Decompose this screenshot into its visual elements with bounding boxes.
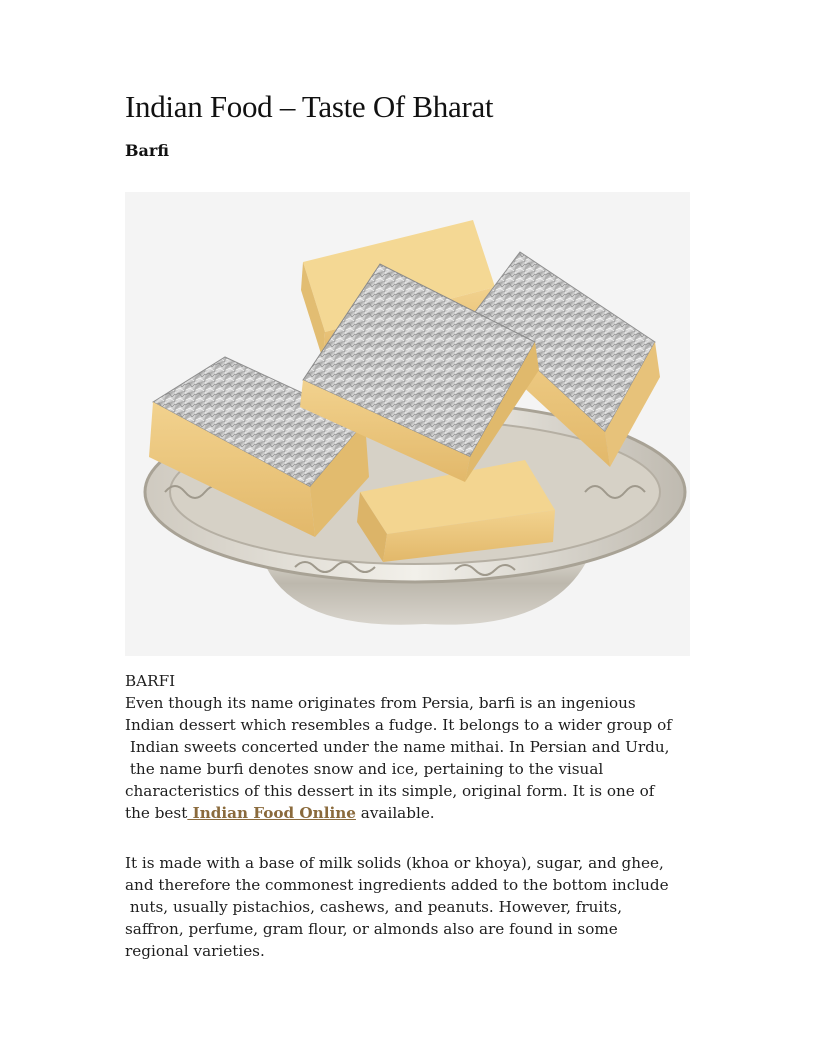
barfi-description: [125, 670, 700, 824]
text-fragment: available.: [355, 804, 435, 822]
text-line: saffron, perfume, gram flour, or almonds also are found in some: [125, 920, 618, 938]
text-line: nuts, usually pistachios, cashews, and peanuts. However, fruits,: [125, 898, 623, 916]
page-title: Indian Food – Taste Of Bharat: [125, 89, 494, 124]
text-line: It is made with a base of milk solids (khoa or khoya), sugar, and ghee,: [125, 854, 664, 872]
text-line-with-link: [125, 802, 700, 824]
barfi-photo: [125, 192, 690, 656]
indian-food-online-link[interactable]: Indian Food Online: [187, 804, 356, 822]
text-line: characteristics of this dessert in its simple, original form. It is one of: [125, 782, 655, 800]
page-subtitle: Barfi: [125, 141, 169, 160]
barfi-ingredients: [125, 852, 700, 962]
text-line: the name burfi denotes snow and ice, pertaining to the visual: [125, 760, 604, 778]
text-line: Indian sweets concerted under the name mithai. In Persian and Urdu,: [125, 738, 670, 756]
text-line: regional varieties.: [125, 942, 265, 960]
section-heading: BARFI: [125, 672, 176, 690]
text-line: and therefore the commonest ingredients added to the bottom include: [125, 876, 669, 894]
text-fragment: the best: [125, 804, 188, 822]
text-line: Indian dessert which resembles a fudge. It belongs to a wider group of: [125, 716, 672, 734]
text-line: Even though its name originates from Persia, barfi is an ingenious: [125, 694, 636, 712]
